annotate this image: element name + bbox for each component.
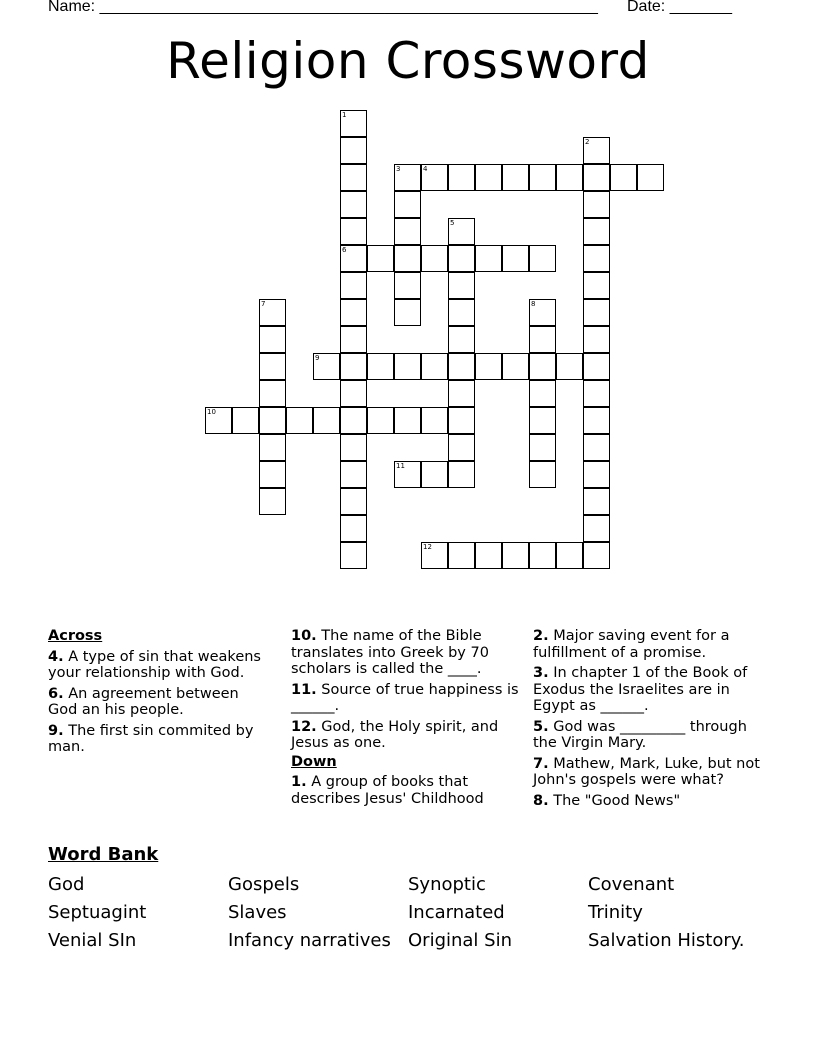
- clue-number: 6: [342, 246, 347, 254]
- grid-cell[interactable]: [394, 164, 421, 191]
- grid-cell[interactable]: [394, 353, 421, 380]
- word-bank-item: Trinity: [588, 902, 643, 923]
- clue-number: 2: [585, 138, 590, 146]
- word-bank-item: Septuagint: [48, 902, 147, 923]
- grid-cell[interactable]: [448, 218, 475, 245]
- date-field-label: Date: _______: [627, 0, 732, 15]
- grid-cell[interactable]: [340, 245, 367, 272]
- grid-cell[interactable]: [232, 407, 259, 434]
- grid-cell[interactable]: [259, 434, 286, 461]
- grid-cell[interactable]: [340, 110, 367, 137]
- grid-cell[interactable]: [529, 164, 556, 191]
- clue-down-3: 3. In chapter 1 of the Book of Exodus the Israelites are in Egypt as ______.: [533, 665, 748, 714]
- word-bank-item: Venial SIn: [48, 930, 137, 951]
- word-bank-title: Word Bank: [48, 844, 159, 865]
- grid-cell[interactable]: [448, 326, 475, 353]
- grid-cell[interactable]: [583, 272, 610, 299]
- grid-cell[interactable]: [529, 407, 556, 434]
- word-bank-item: Incarnated: [408, 902, 505, 923]
- grid-cell[interactable]: [583, 461, 610, 488]
- grid-cell[interactable]: [448, 353, 475, 380]
- grid-cell[interactable]: [340, 299, 367, 326]
- word-bank-item: Salvation History.: [588, 930, 745, 951]
- clue-number: 5: [450, 219, 455, 227]
- word-bank-item: Original Sin: [408, 930, 512, 951]
- word-bank-item: Infancy narratives: [228, 930, 391, 951]
- clue-across-10: 10. The name of the Bible translates into Greek by 70 scholars is called the ____.: [291, 628, 489, 677]
- grid-cell[interactable]: [502, 245, 529, 272]
- grid-cell[interactable]: [583, 137, 610, 164]
- grid-cell[interactable]: [583, 299, 610, 326]
- grid-cell[interactable]: [340, 164, 367, 191]
- grid-cell[interactable]: [610, 164, 637, 191]
- grid-cell[interactable]: [448, 380, 475, 407]
- clues-column-2: [291, 628, 521, 811]
- grid-cell[interactable]: [583, 191, 610, 218]
- grid-cell[interactable]: [529, 542, 556, 569]
- grid-cell[interactable]: [448, 407, 475, 434]
- clue-down-7: 7. Mathew, Mark, Luke, but not John's gospels were what?: [533, 755, 760, 788]
- grid-cell[interactable]: [340, 272, 367, 299]
- grid-cell[interactable]: [421, 353, 448, 380]
- clue-number: 4: [423, 165, 428, 173]
- grid-cell[interactable]: [529, 353, 556, 380]
- grid-cell[interactable]: [448, 272, 475, 299]
- grid-cell[interactable]: [394, 191, 421, 218]
- grid-cell[interactable]: [340, 137, 367, 164]
- clue-down-8: 8. The "Good News": [533, 792, 681, 809]
- grid-cell[interactable]: [448, 542, 475, 569]
- grid-cell[interactable]: [340, 407, 367, 434]
- grid-cell[interactable]: [367, 407, 394, 434]
- grid-cell[interactable]: [259, 380, 286, 407]
- clue-number: 9: [315, 354, 320, 362]
- word-bank-item: Gospels: [228, 874, 300, 895]
- clue-down-5: 5. God was _________ through the Virgin Mary.: [533, 718, 747, 751]
- grid-cell[interactable]: [259, 353, 286, 380]
- grid-cell[interactable]: [421, 407, 448, 434]
- grid-cell[interactable]: [529, 245, 556, 272]
- clue-across-9: 9. The first sin commited by man.: [48, 722, 254, 755]
- grid-cell[interactable]: [421, 245, 448, 272]
- clue-number: 3: [396, 165, 401, 173]
- grid-cell[interactable]: [394, 218, 421, 245]
- grid-cell[interactable]: [529, 299, 556, 326]
- grid-cell[interactable]: [475, 164, 502, 191]
- word-bank-item: Synoptic: [408, 874, 486, 895]
- grid-cell[interactable]: [583, 380, 610, 407]
- clue-number: 7: [261, 300, 266, 308]
- grid-cell[interactable]: [394, 461, 421, 488]
- grid-cell[interactable]: [394, 272, 421, 299]
- clue-down-2: 2. Major saving event for a fulfillment of a promise.: [533, 628, 730, 661]
- grid-cell[interactable]: [394, 299, 421, 326]
- grid-cell[interactable]: [583, 515, 610, 542]
- grid-cell[interactable]: [475, 353, 502, 380]
- grid-cell[interactable]: [475, 542, 502, 569]
- grid-cell[interactable]: [556, 353, 583, 380]
- grid-cell[interactable]: [421, 164, 448, 191]
- grid-cell[interactable]: [583, 164, 610, 191]
- grid-cell[interactable]: [340, 542, 367, 569]
- grid-cell[interactable]: [340, 353, 367, 380]
- grid-cell[interactable]: [367, 245, 394, 272]
- grid-cell[interactable]: [529, 461, 556, 488]
- grid-cell[interactable]: [583, 434, 610, 461]
- clue-across-4: 4. A type of sin that weakens your relationship with God.: [48, 648, 261, 681]
- down-heading: Down: [291, 753, 337, 770]
- grid-cell[interactable]: [529, 326, 556, 353]
- grid-cell[interactable]: [421, 542, 448, 569]
- grid-cell[interactable]: [448, 434, 475, 461]
- clue-across-12: 12. God, the Holy spirit, and Jesus as one.: [291, 718, 499, 751]
- grid-cell[interactable]: [502, 353, 529, 380]
- grid-cell[interactable]: [340, 515, 367, 542]
- grid-cell[interactable]: [583, 407, 610, 434]
- clue-number: 1: [342, 111, 347, 119]
- grid-cell[interactable]: [583, 353, 610, 380]
- grid-cell[interactable]: [313, 407, 340, 434]
- clue-across-6: 6. An agreement between God an his people.: [48, 685, 239, 718]
- clue-number: 12: [423, 543, 432, 551]
- grid-cell[interactable]: [340, 326, 367, 353]
- grid-cell[interactable]: [583, 245, 610, 272]
- grid-cell[interactable]: [529, 380, 556, 407]
- clues-column-1: [48, 628, 268, 760]
- grid-cell[interactable]: [394, 245, 421, 272]
- grid-cell[interactable]: [394, 407, 421, 434]
- grid-cell[interactable]: [340, 488, 367, 515]
- grid-cell[interactable]: [448, 299, 475, 326]
- grid-cell[interactable]: [340, 191, 367, 218]
- grid-cell[interactable]: [583, 326, 610, 353]
- word-bank-item: God: [48, 874, 85, 895]
- across-heading: Across: [48, 628, 103, 644]
- grid-cell[interactable]: [340, 434, 367, 461]
- grid-cell[interactable]: [259, 299, 286, 326]
- word-bank-item: Slaves: [228, 902, 287, 923]
- grid-cell[interactable]: [205, 407, 232, 434]
- name-field-label: Name: ________________________________________________________: [48, 0, 598, 15]
- grid-cell[interactable]: [529, 434, 556, 461]
- grid-cell[interactable]: [421, 461, 448, 488]
- grid-cell[interactable]: [448, 164, 475, 191]
- grid-cell[interactable]: [475, 245, 502, 272]
- grid-cell[interactable]: [367, 353, 394, 380]
- grid-cell[interactable]: [286, 407, 313, 434]
- clues-column-3: [533, 628, 773, 813]
- grid-cell[interactable]: [556, 542, 583, 569]
- grid-cell[interactable]: [502, 164, 529, 191]
- clue-down-1: 1. A group of books that describes Jesus' Childhood: [291, 774, 484, 807]
- grid-cell[interactable]: [340, 380, 367, 407]
- grid-cell[interactable]: [637, 164, 664, 191]
- grid-cell[interactable]: [502, 542, 529, 569]
- grid-cell[interactable]: [259, 488, 286, 515]
- grid-cell[interactable]: [259, 407, 286, 434]
- grid-cell[interactable]: [448, 245, 475, 272]
- grid-cell[interactable]: [313, 353, 340, 380]
- grid-cell[interactable]: [448, 461, 475, 488]
- page-title: Religion Crossword: [166, 32, 650, 90]
- grid-cell[interactable]: [583, 218, 610, 245]
- clue-number: 11: [396, 462, 405, 470]
- grid-cell[interactable]: [259, 326, 286, 353]
- clue-number: 10: [207, 408, 216, 416]
- grid-cell[interactable]: [583, 542, 610, 569]
- grid-cell[interactable]: [556, 164, 583, 191]
- word-bank-item: Covenant: [588, 874, 675, 895]
- clue-across-11: 11. Source of true happiness is ______.: [291, 681, 519, 714]
- clue-number: 8: [531, 300, 536, 308]
- grid-cell[interactable]: [259, 461, 286, 488]
- grid-cell[interactable]: [340, 218, 367, 245]
- grid-cell[interactable]: [340, 461, 367, 488]
- grid-cell[interactable]: [583, 488, 610, 515]
